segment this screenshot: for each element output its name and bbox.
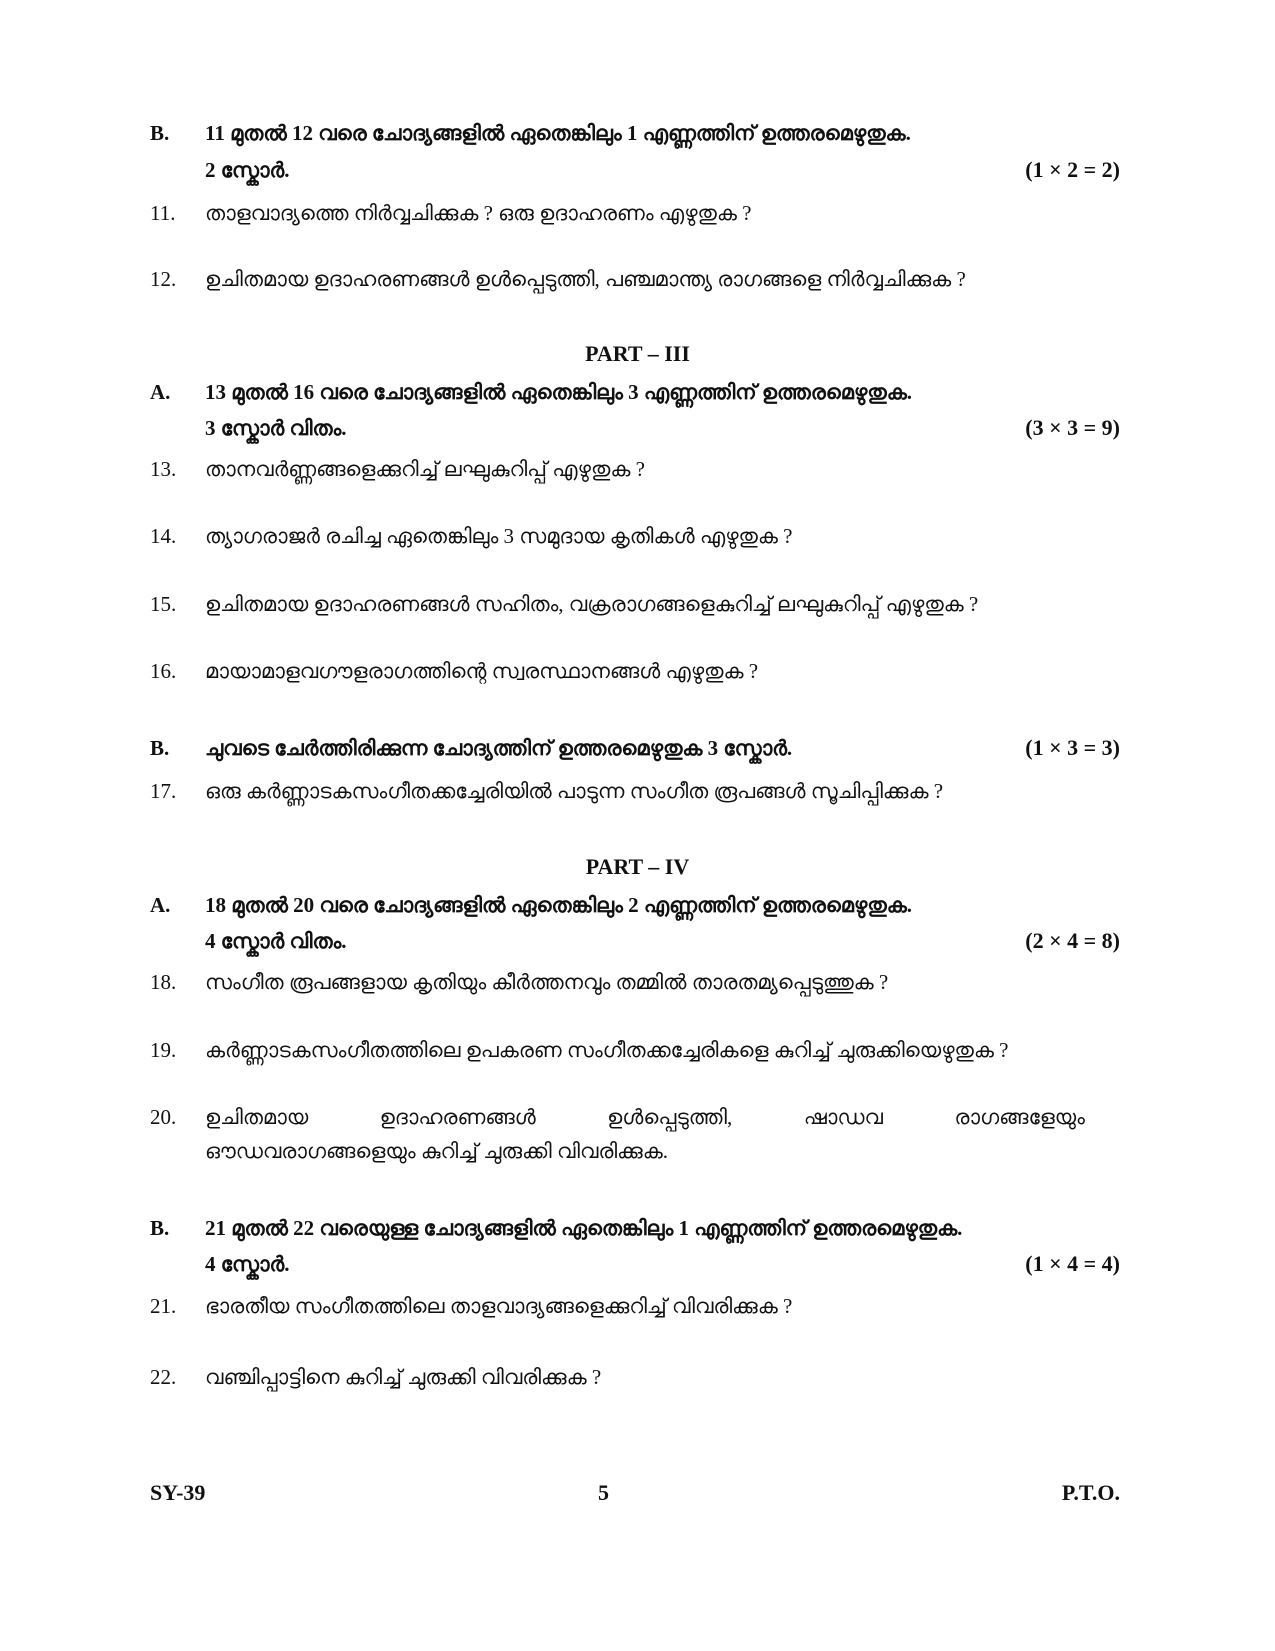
part-3-heading: PART – III <box>585 341 690 366</box>
question-number: 15. <box>150 592 177 616</box>
score-text: 3 സ്കോർ വിതം. <box>205 416 347 440</box>
marks-formula: (1 × 3 = 3) <box>1025 735 1120 760</box>
question-number: 14. <box>150 524 177 548</box>
section-label: A. <box>150 380 171 404</box>
question-text: കർണ്ണാടകസംഗീതത്തിലെ ഉപകരണ സംഗീതക്കച്ചേരികളെ കുറിച്ച് ചുരുക്കിയെഴുതുക ? <box>205 1038 1009 1062</box>
marks-formula: (1 × 4 = 4) <box>1025 1251 1120 1276</box>
instruction-text: 21 മുതൽ 22 വരെയുള്ള ചോദ്യങ്ങളിൽ ഏതെങ്കിലും 1 എണ്ണത്തിന് ഉത്തരമെഴുതുക. <box>205 1216 963 1240</box>
score-text: 2 സ്കോർ. <box>205 158 290 182</box>
marks-formula: (1 × 2 = 2) <box>1025 157 1120 182</box>
question-number: 12. <box>150 267 177 291</box>
please-turn-over: P.T.O. <box>1061 1480 1120 1505</box>
question-number: 19. <box>150 1038 177 1062</box>
question-text-justified <box>205 1102 1085 1132</box>
instruction-text: 18 മുതൽ 20 വരെ ചോദ്യങ്ങളിൽ ഏതെങ്കിലും 2 എണ്ണത്തിന് ഉത്തരമെഴുതുക. <box>205 893 912 917</box>
question-number: 13. <box>150 457 177 481</box>
section-label: B. <box>150 121 170 145</box>
marks-formula: (2 × 4 = 8) <box>1025 928 1120 953</box>
question-text: താനവർണ്ണങ്ങളെക്കുറിച്ച് ലഘുകുറിപ്പ് എഴുതുക ? <box>205 457 645 481</box>
score-text: 4 സ്കോർ. <box>205 1252 290 1276</box>
instruction-text: ചുവടെ ചേർത്തിരിക്കുന്ന ചോദ്യത്തിന് ഉത്തരമെഴുതുക 3 സ്കോർ. <box>205 736 793 760</box>
question-number: 17. <box>150 779 177 803</box>
question-number: 16. <box>150 659 177 683</box>
question-text: ഉചിതമായ ഉദാഹരണങ്ങൾ സഹിതം, വക്രരാഗങ്ങളെകുറിച്ച് ലഘുകുറിപ്പ് എഴുതുക ? <box>205 592 979 616</box>
section-label: B. <box>150 1216 170 1240</box>
paper-code: SY-39 <box>150 1480 206 1505</box>
question-text: വഞ്ചിപ്പാട്ടിനെ കുറിച്ച് ചുരുക്കി വിവരിക്കുക ? <box>205 1365 602 1389</box>
question-number: 21. <box>150 1294 177 1318</box>
word: ഷാഡവ <box>803 1105 883 1129</box>
page-number: 5 <box>598 1480 609 1505</box>
section-label: A. <box>150 893 171 917</box>
question-text: ഒരു കർണ്ണാടകസംഗീതക്കച്ചേരിയിൽ പാടുന്ന സംഗീത രൂപങ്ങൾ സൂചിപ്പിക്കുക ? <box>205 779 944 803</box>
part-4-heading: PART – IV <box>585 854 690 879</box>
word: ഉദാഹരണങ്ങൾ <box>379 1105 536 1129</box>
question-text: ത്യാഗരാജർ രചിച്ച ഏതെങ്കിലും 3 സമുദായ കൃതികൾ എഴുതുക ? <box>205 524 793 548</box>
marks-formula: (3 × 3 = 9) <box>1025 415 1120 440</box>
question-number: 22. <box>150 1365 177 1389</box>
question-number: 18. <box>150 970 177 994</box>
question-text: ഉചിതമായ ഉദാഹരണങ്ങൾ ഉൾപ്പെടുത്തി, പഞ്ചമാന്ത്യ രാഗങ്ങളെ നിർവ്വചിക്കുക ? <box>205 267 966 291</box>
instruction-text: 11 മുതൽ 12 വരെ ചോദ്യങ്ങളിൽ ഏതെങ്കിലും 1 എണ്ണത്തിന് ഉത്തരമെഴുതുക. <box>205 121 911 145</box>
question-text: ഔഡവരാഗങ്ങളെയും കുറിച്ച് ചുരുക്കി വിവരിക്കുക. <box>205 1139 668 1163</box>
question-text: മായാമാളവഗൗളരാഗത്തിന്റെ സ്വരസ്ഥാനങ്ങൾ എഴുതുക ? <box>205 659 759 683</box>
score-text: 4 സ്കോർ വിതം. <box>205 929 347 953</box>
section-label: B. <box>150 736 170 760</box>
instruction-text: 13 മുതൽ 16 വരെ ചോദ്യങ്ങളിൽ ഏതെങ്കിലും 3 എണ്ണത്തിന് ഉത്തരമെഴുതുക. <box>205 380 912 404</box>
word: രാഗങ്ങളേയും <box>954 1105 1085 1129</box>
question-text: ഭാരതീയ സംഗീതത്തിലെ താളവാദ്യങ്ങളെക്കുറിച്ച് വിവരിക്കുക ? <box>205 1294 793 1318</box>
question-text: താളവാദ്യത്തെ നിർവ്വചിക്കുക ? ഒരു ഉദാഹരണം എഴുതുക ? <box>205 201 752 225</box>
question-number: 20. <box>150 1105 177 1129</box>
word: ഉൾപ്പെടുത്തി, <box>607 1105 733 1129</box>
question-number: 11. <box>150 201 176 225</box>
question-text: സംഗീത രൂപങ്ങളായ കൃതിയും കീർത്തനവും തമ്മിൽ താരതമ്യപ്പെടുത്തുക ? <box>205 970 889 994</box>
word: ഉചിതമായ <box>205 1105 309 1129</box>
